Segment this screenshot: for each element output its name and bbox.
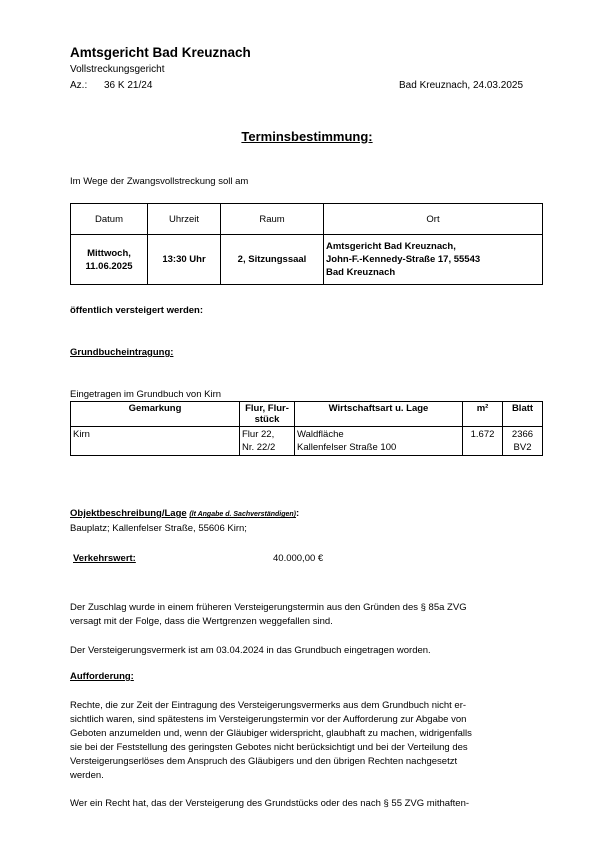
auction-text: öffentlich versteigert werden: <box>70 305 204 316</box>
schedule-date-cell <box>71 235 148 285</box>
parcel-gemarkung: Kirn <box>71 427 240 456</box>
paragraph-3-line-2: sichtlich waren, sind spätestens im Versteigerungstermin vor der Aufforderung zur Abgabe von <box>70 714 467 725</box>
paragraph-3-line-6: werden. <box>70 770 104 781</box>
object-heading-text: Objektbeschreibung/Lage <box>70 508 187 519</box>
paragraph-2: Der Versteigerungsvermerk ist am 03.04.2024 in das Grundbuch eingetragen worden. <box>70 645 431 656</box>
paragraph-1-line-1: Der Zuschlag wurde in einem früheren Versteigerungstermin aus den Gründen des § 85a ZVG <box>70 602 467 613</box>
parcel-data-row <box>71 427 543 456</box>
header-time: Uhrzeit <box>148 204 221 235</box>
header-gemarkung: Gemarkung <box>71 402 240 427</box>
schedule-date-weekday: Mittwoch, <box>87 247 131 259</box>
case-number: 36 K 21/24 <box>104 80 153 91</box>
object-heading-colon: : <box>296 508 300 519</box>
schedule-place-line1: Amtsgericht Bad Kreuznach, <box>326 241 456 252</box>
schedule-place-line3: Bad Kreuznach <box>326 267 396 278</box>
schedule-room: 2, Sitzungssaal <box>221 235 324 285</box>
place-date: Bad Kreuznach, 24.03.2025 <box>399 80 523 91</box>
document-title: Terminsbestimmung: <box>241 129 373 144</box>
paragraph-3-line-3: Geboten anzumelden und, wenn der Gläubiger widerspricht, glaubhaft zu machen, widrigenfalls <box>70 728 472 739</box>
paragraph-3-line-1: Rechte, die zur Zeit der Eintragung des Versteigerungsvermerks aus dem Grundbuch nicht er- <box>70 700 467 711</box>
paragraph-3-line-5: Versteigerungserlöses dem Anspruch des Gläubigers und den übrigen Rechten nachgesetzt <box>70 756 458 767</box>
header-blatt: Blatt <box>503 402 543 427</box>
header-room: Raum <box>221 204 324 235</box>
parcel-blatt-cell <box>503 427 543 456</box>
parcel-art-line2: Kallenfelser Straße 100 <box>297 442 397 453</box>
parcel-flur-line1: Flur 22, <box>242 429 275 440</box>
object-heading-note: (lt Angabe d. Sachverständigen) <box>189 511 297 518</box>
schedule-data-row <box>71 235 543 285</box>
schedule-time: 13:30 Uhr <box>148 235 221 285</box>
registered-in-text: Eingetragen im Grundbuch von Kirn <box>70 389 222 400</box>
court-name: Amtsgericht Bad Kreuznach <box>70 45 251 60</box>
paragraph-1-line-2: versagt mit der Folge, dass die Wertgrenzen weggefallen sind. <box>70 616 333 627</box>
parcel-flur-line2: Nr. 22/2 <box>242 442 276 453</box>
header-area: m² <box>463 402 503 427</box>
header-wirtschaftsart: Wirtschaftsart u. Lage <box>295 402 463 427</box>
request-heading: Aufforderung: <box>70 671 134 682</box>
object-heading <box>70 508 299 519</box>
paragraph-3-line-4: sie bei der Feststellung des geringsten Gebotes nicht berücksichtigt und bei der Verteilung des <box>70 742 468 753</box>
parcel-blatt-line2: BV2 <box>513 442 532 453</box>
header-flur-line2: stück <box>254 414 280 425</box>
schedule-date: 11.06.2025 <box>85 260 133 272</box>
header-flur <box>240 402 295 427</box>
parcel-header-row <box>71 402 543 427</box>
parcel-art-cell <box>295 427 463 456</box>
value-label: Verkehrswert: <box>73 553 136 564</box>
parcel-blatt-line1: 2366 <box>511 429 534 440</box>
header-place: Ort <box>324 204 543 235</box>
schedule-header-row <box>71 204 543 235</box>
value-amount: 40.000,00 € <box>273 553 324 564</box>
parcel-area: 1.672 <box>463 427 503 456</box>
parcel-flur-cell <box>240 427 295 456</box>
object-description: Bauplatz; Kallenfelser Straße, 55606 Kirn; <box>70 523 247 534</box>
schedule-table <box>70 203 543 285</box>
schedule-place-cell <box>324 235 543 285</box>
intro-text: Im Wege der Zwangsvollstreckung soll am <box>70 176 249 187</box>
header-date: Datum <box>71 204 148 235</box>
land-register-heading: Grundbucheintragung: <box>70 347 174 358</box>
header-flur-line1: Flur, Flur- <box>245 403 289 414</box>
parcel-art-line1: Waldfläche <box>297 429 344 440</box>
case-number-label: Az.: <box>70 80 88 91</box>
schedule-place-line2: John-F.-Kennedy-Straße 17, 55543 <box>326 254 481 265</box>
parcel-table <box>70 401 543 456</box>
paragraph-4-line-1: Wer ein Recht hat, das der Versteigerung des Grundstücks oder des nach § 55 ZVG mithaften- <box>70 798 470 809</box>
court-department: Vollstreckungsgericht <box>70 64 165 75</box>
